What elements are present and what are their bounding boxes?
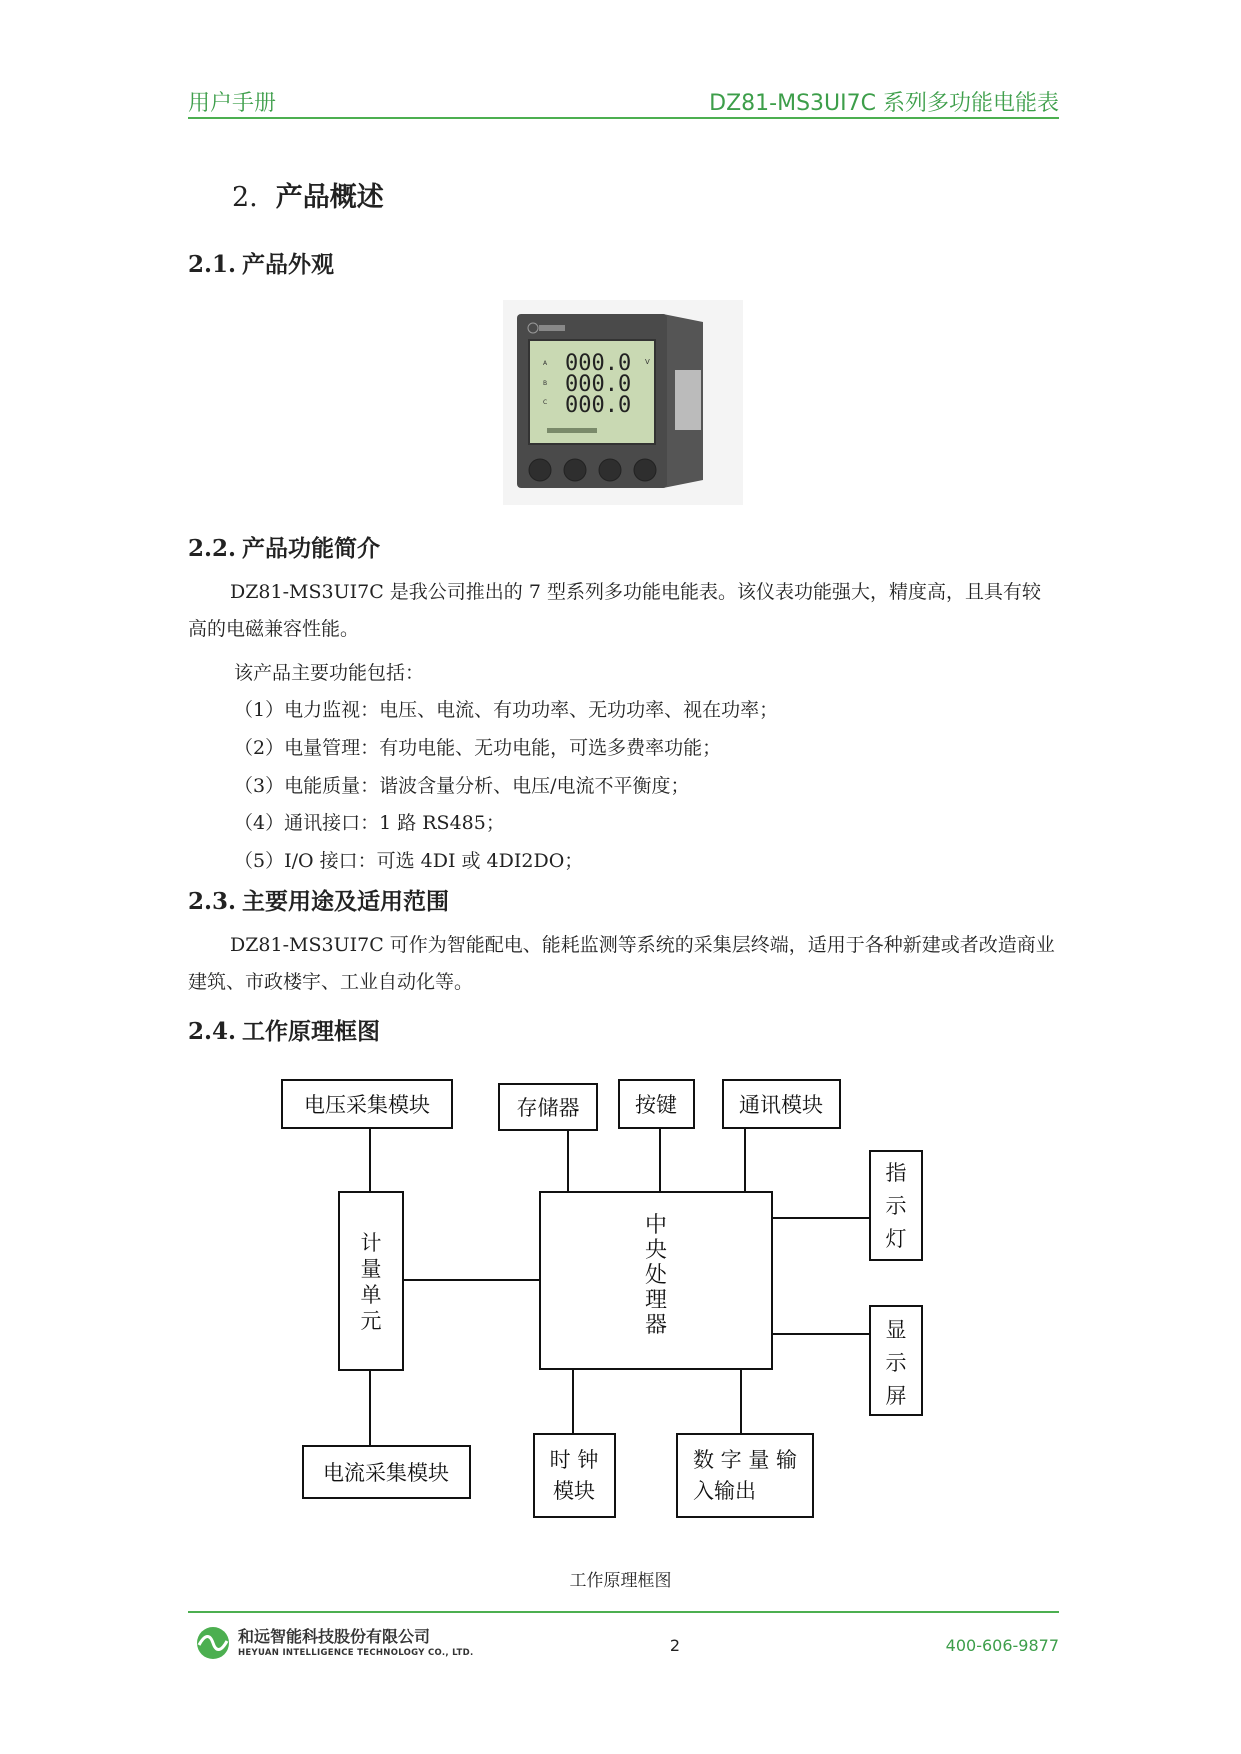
- lcd-reading-3: 000.0: [565, 393, 632, 418]
- subsection-title: 工作原理框图: [242, 1019, 381, 1045]
- cpu-char-4: 理: [644, 1288, 668, 1313]
- lcd-label-a: A: [543, 360, 548, 367]
- clock-label-line-2: 模块: [553, 1479, 595, 1503]
- footer-phone: 400-606-9877: [945, 1636, 1059, 1655]
- indicator-char-2: 示: [885, 1194, 907, 1218]
- subsection-number: 2.1.: [188, 251, 237, 278]
- storage-label: 存储器: [516, 1096, 580, 1120]
- cpu-char-2: 央: [644, 1238, 668, 1263]
- section-number: 2.: [232, 182, 258, 213]
- feature-item-3: （3）电能质量：谐波含量分析、电压/电流不平衡度；: [234, 775, 690, 797]
- subsection-title: 产品功能简介: [242, 536, 381, 562]
- feature-item-5: （5）I/O 接口：可选 4DI 或 4DI2DO；: [234, 850, 584, 872]
- header-product-title: DZ81-MS3UI7C 系列多功能电能表: [709, 91, 1059, 116]
- subsection-number: 2.4.: [188, 1018, 237, 1045]
- header-manual-title: 用户手册: [188, 91, 277, 116]
- metering-unit-char-2: 量: [360, 1257, 382, 1281]
- feature-item-1: （1）电力监视：电压、电流、有功功率、无功功率、视在功率；: [234, 699, 779, 721]
- features-lead: 该产品主要功能包括：: [234, 662, 425, 684]
- voltage-module-label: 电压采集模块: [304, 1093, 430, 1117]
- subsection-title: 主要用途及适用范围: [242, 889, 450, 915]
- lcd-reading-2: 000.0: [565, 372, 632, 397]
- metering-unit-char-3: 单: [360, 1283, 382, 1307]
- subsection-title: 产品外观: [242, 252, 335, 278]
- current-module-label: 电流采集模块: [323, 1461, 449, 1485]
- company-name-cn: 和远智能科技股份有限公司: [238, 1627, 431, 1646]
- display-char-1: 显: [885, 1318, 907, 1342]
- feature-item-2: （2）电量管理：有功电能、无功电能，可选多费率功能；: [234, 737, 722, 759]
- indicator-char-3: 灯: [885, 1227, 907, 1251]
- lcd-label-c: C: [543, 399, 548, 406]
- usage-paragraph: DZ81-MS3UI7C 可作为智能配电、能耗监测等系统的采集层终端，适用于各种新建或者改造商业建筑、市政楼宇、工业自动化等。: [188, 934, 1055, 993]
- lcd-reading-1: 000.0: [565, 351, 632, 376]
- metering-unit-char-1: 计: [360, 1231, 382, 1255]
- digital-io-line-2: 入输出: [693, 1479, 756, 1503]
- subsection-number: 2.3.: [188, 888, 237, 915]
- footer-divider: [188, 1611, 1059, 1613]
- section-title: 产品概述: [275, 182, 384, 213]
- cpu-char-3: 处: [644, 1263, 668, 1288]
- company-name-en: HEYUAN INTELLIGENCE TECHNOLOGY CO., LTD.: [238, 1648, 474, 1658]
- cpu-char-1: 中: [644, 1213, 668, 1238]
- diagram-caption: 工作原理框图: [569, 1571, 672, 1591]
- digital-io-line-1: 数 字 量 输: [693, 1448, 798, 1472]
- display-char-3: 屏: [885, 1384, 907, 1408]
- keys-label: 按键: [635, 1093, 677, 1117]
- cpu-char-5: 器: [644, 1313, 668, 1338]
- clock-label-line-1: 时 钟: [549, 1448, 599, 1472]
- comm-module-label: 通讯模块: [739, 1093, 823, 1117]
- intro-paragraph: DZ81-MS3UI7C 是我公司推出的 7 型系列多功能电能表。该仪表功能强大，精度高，且具有较高的电磁兼容性能。: [188, 581, 1041, 640]
- feature-item-4: （4）通讯接口：1 路 RS485；: [234, 812, 505, 834]
- display-char-2: 示: [885, 1351, 907, 1375]
- subsection-number: 2.2.: [188, 535, 237, 562]
- metering-unit-char-4: 元: [360, 1309, 382, 1333]
- page-number: 2: [669, 1636, 681, 1655]
- lcd-unit: V: [645, 358, 650, 366]
- lcd-label-b: B: [543, 380, 548, 387]
- indicator-char-1: 指: [885, 1161, 907, 1185]
